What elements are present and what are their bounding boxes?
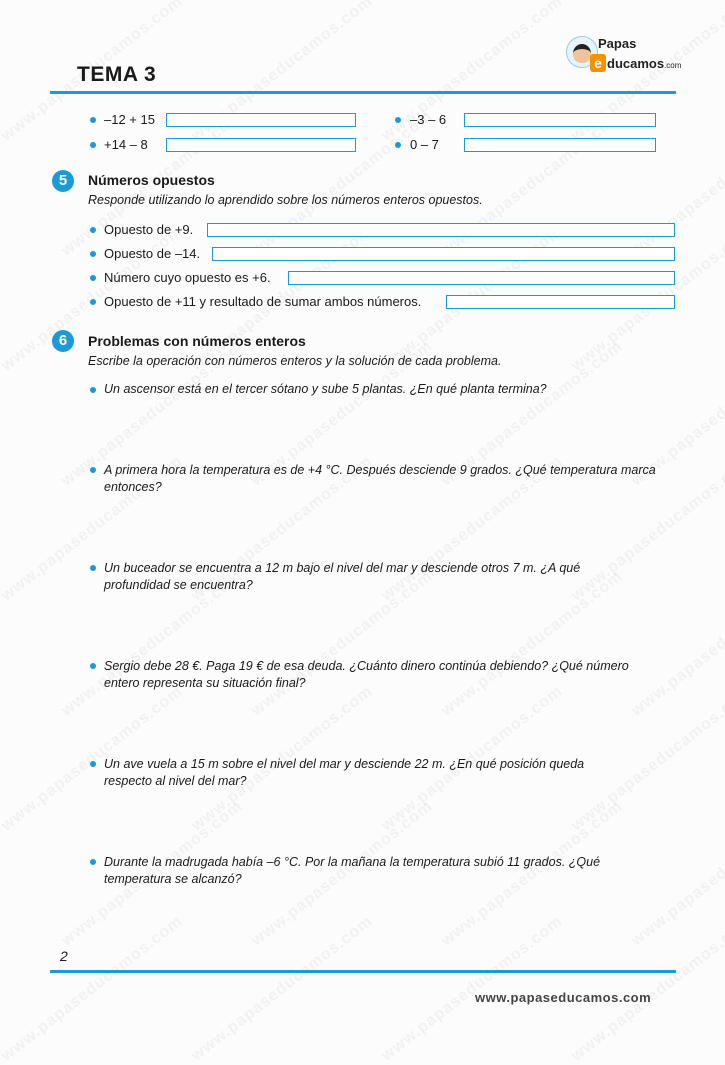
page-number: 2 <box>60 948 68 964</box>
logo-line1: Papas <box>598 36 637 51</box>
answer-box-opuesto3[interactable] <box>288 271 675 285</box>
problem-text: Sergio debe 28 €. Paga 19 € de esa deuda. ¿Cuánto dinero continúa debiendo? ¿Qué número entero representa su situación final? <box>104 659 629 690</box>
bullet-icon <box>90 761 96 767</box>
problem-text: Un ascensor está en el tercer sótano y sube 5 plantas. ¿En qué planta termina? <box>104 382 547 396</box>
logo-line2: ducamos.com <box>607 56 682 71</box>
op-label: –3 – 6 <box>410 112 447 127</box>
footer-website: www.papaseducamos.com <box>475 990 652 1005</box>
answer-box-op3[interactable] <box>166 138 356 152</box>
bullet-icon <box>90 565 96 571</box>
problem-text: Un ave vuela a 15 m sobre el nivel del mar y desciende 22 m. ¿En qué posición queda respecto al nivel del mar? <box>104 757 585 788</box>
bullet-icon <box>90 299 96 305</box>
watermark-text <box>438 108 626 261</box>
section-instruction: Responde utilizando lo aprendido sobre los números enteros opuestos. <box>88 193 483 207</box>
bullet-icon <box>90 467 96 473</box>
question-label: Opuesto de +9. <box>104 222 194 237</box>
answer-box-op1[interactable] <box>166 113 356 127</box>
footer-rule <box>50 970 676 973</box>
question-label: Opuesto de –14. <box>104 246 201 261</box>
op-label: +14 – 8 <box>104 137 148 152</box>
header-rule <box>50 91 676 94</box>
answer-box-opuesto4[interactable] <box>446 295 675 309</box>
bullet-icon <box>90 663 96 669</box>
bullet-icon <box>90 859 96 865</box>
problem-text: Durante la madrugada había –6 °C. Por la mañana la temperatura subió 11 grados. ¿Qué temperatura se alcanzó? <box>104 855 601 886</box>
papaseducamos-logo <box>566 34 682 78</box>
bullet-icon <box>90 117 96 123</box>
page-title: TEMA 3 <box>77 63 157 86</box>
question-label: Número cuyo opuesto es +6. <box>104 270 271 285</box>
bullet-icon <box>90 275 96 281</box>
section-title: Números opuestos <box>88 172 215 188</box>
bullet-icon <box>395 117 401 123</box>
watermark-text <box>628 108 725 261</box>
section-instruction: Escribe la operación con números enteros y la solución de cada problema. <box>88 354 502 368</box>
bullet-icon <box>90 387 96 393</box>
watermark-text <box>188 913 376 1065</box>
bullet-icon <box>90 227 96 233</box>
section-title: Problemas con números enteros <box>88 333 306 349</box>
question-label: Opuesto de +11 y resultado de sumar ambos números. <box>104 294 422 309</box>
section-number-badge: 6 <box>52 330 74 352</box>
answer-box-opuesto2[interactable] <box>212 247 675 261</box>
bullet-icon <box>90 251 96 257</box>
watermark-text <box>0 913 187 1065</box>
logo-e-letter: e <box>590 54 606 72</box>
problem-text: A primera hora la temperatura es de +4 °C. Después desciende 9 grados. ¿Qué temperatura marca entonces? <box>104 463 656 494</box>
bullet-icon <box>90 142 96 148</box>
op-label: 0 – 7 <box>410 137 439 152</box>
section-number-badge: 5 <box>52 170 74 192</box>
answer-box-op2[interactable] <box>464 113 656 127</box>
watermark-text <box>378 913 566 1065</box>
op-label: –12 + 15 <box>104 112 155 127</box>
answer-box-op4[interactable] <box>464 138 656 152</box>
watermark-text <box>248 108 436 261</box>
problem-text: Un buceador se encuentra a 12 m bajo el nivel del mar y desciende otros 7 m. ¿A qué profundidad se encuentra? <box>104 561 581 592</box>
answer-box-opuesto1[interactable] <box>207 223 675 237</box>
bullet-icon <box>395 142 401 148</box>
